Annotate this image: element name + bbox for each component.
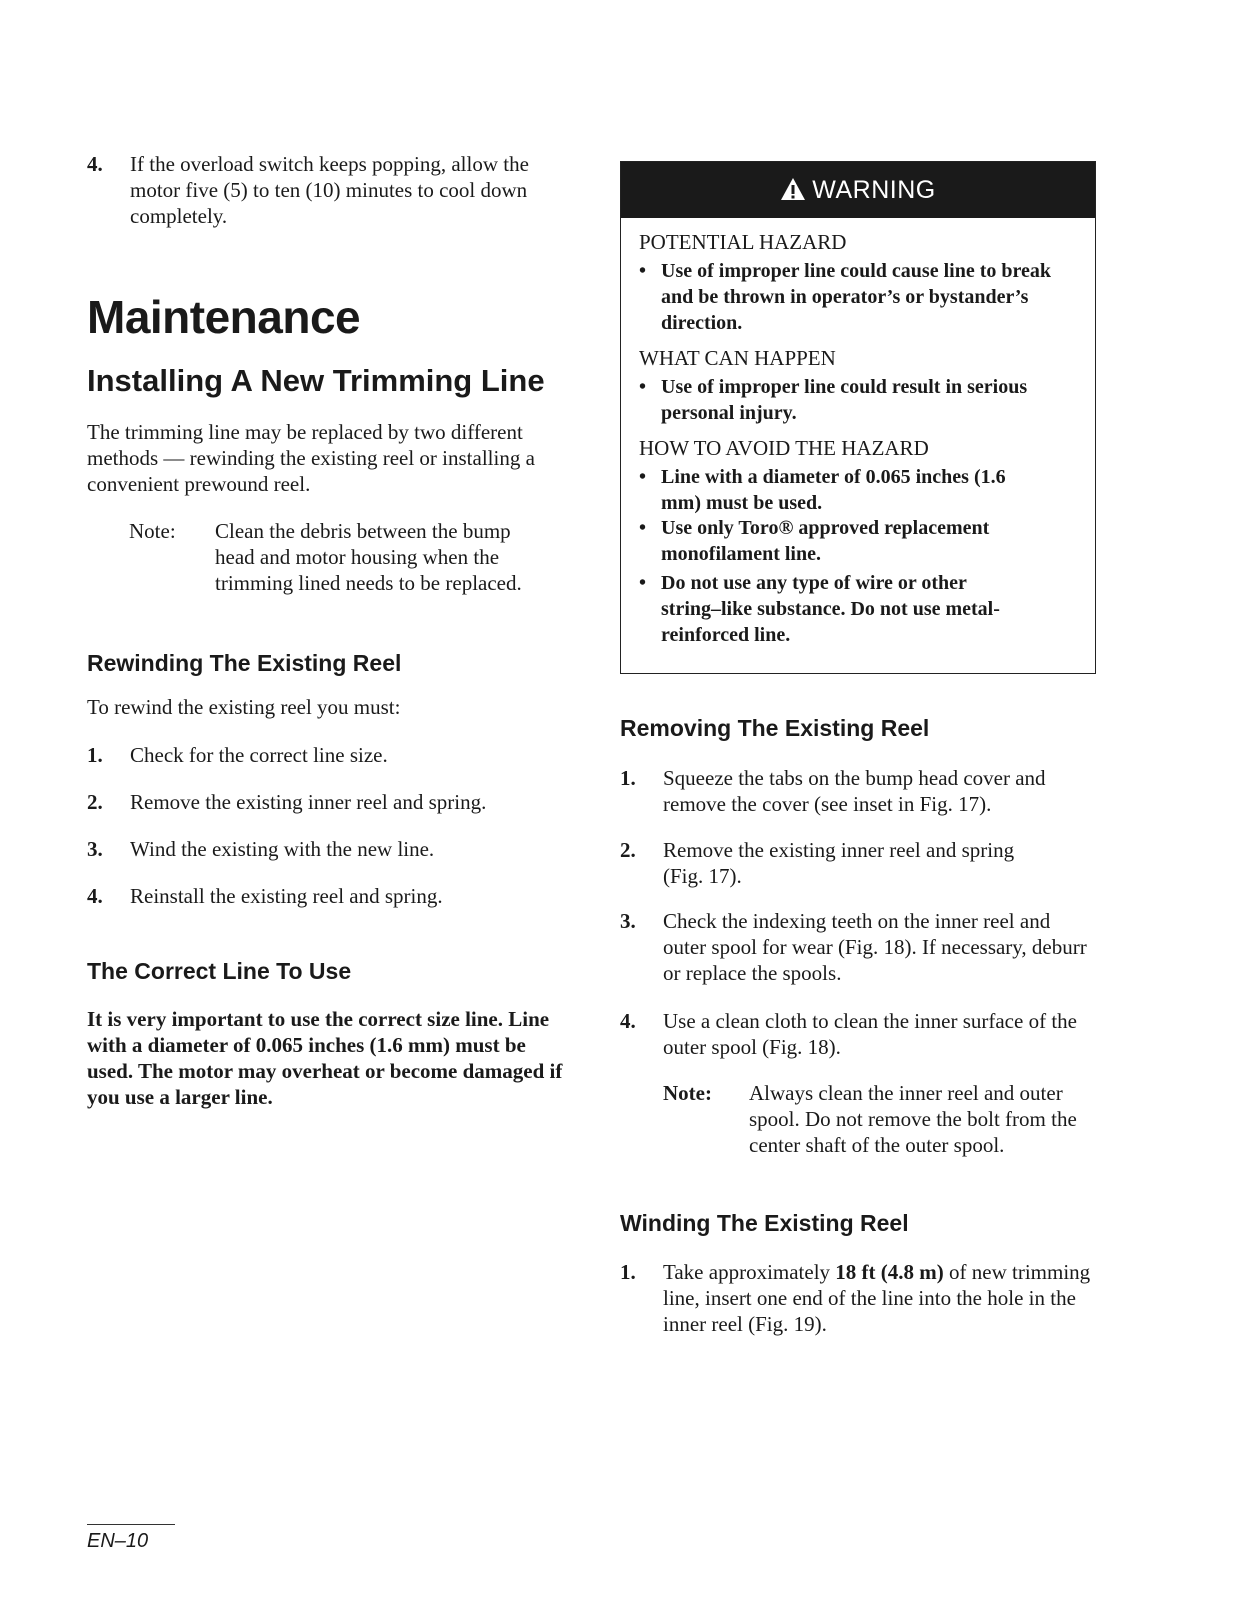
step-text: Wind the existing with the new line. — [130, 837, 435, 861]
rewind-heading: Rewinding The Existing Reel — [87, 650, 402, 676]
step-number: 1. — [87, 743, 103, 767]
step-text: Take approximately 18 ft (4.8 m) of new trimming line, insert one end of the line into the hole in the inner reel (Fig. 19). — [663, 1260, 1091, 1336]
step-text: If the overload switch keeps popping, allow the motor five (5) to ten (10) minutes to cool down completely. — [130, 152, 529, 228]
step-text: Use a clean cloth to clean the inner surface of the outer spool (Fig. 18). — [663, 1009, 1077, 1059]
warning-section-heading: HOW TO AVOID THE HAZARD — [639, 436, 929, 460]
step-text: Check for the correct line size. — [130, 743, 388, 767]
step-text: Reinstall the existing reel and spring. — [130, 884, 443, 908]
step-number: 3. — [87, 837, 103, 861]
intro-paragraph: The trimming line may be replaced by two different methods — rewinding the existing reel or installing a convenient prewound reel. — [87, 420, 535, 496]
subsection-title: Installing A New Trimming Line — [87, 363, 545, 398]
note-text: Clean the debris between the bump head and motor housing when the trimming lined needs to be replaced. — [215, 519, 522, 595]
step-number: 4. — [87, 152, 103, 176]
step-text: Remove the existing inner reel and spring (Fig. 17). — [663, 838, 1015, 888]
page-number: EN–10 — [87, 1530, 149, 1552]
correct-line-heading: The Correct Line To Use — [87, 958, 352, 984]
rewind-intro: To rewind the existing reel you must: — [87, 695, 401, 719]
step-number: 4. — [87, 884, 103, 908]
warning-section-heading: POTENTIAL HAZARD — [639, 230, 847, 254]
step-number: 1. — [620, 1260, 636, 1284]
step-text: Check the indexing teeth on the inner reel and outer spool for wear (Fig. 18). If necessary, deburr or replace the spools. — [663, 909, 1087, 985]
step-number: 3. — [620, 909, 636, 933]
step-text: Remove the existing inner reel and spring. — [130, 790, 487, 814]
warning-header — [621, 162, 1095, 218]
step-number: 4. — [620, 1009, 636, 1033]
warning-triangle-icon — [780, 177, 806, 208]
step-number: 1. — [620, 766, 636, 790]
section-title: Maintenance — [87, 291, 361, 343]
warning-section-heading: WHAT CAN HAPPEN — [639, 346, 836, 370]
note-label: Note: — [663, 1081, 712, 1105]
warning-box: WARNING POTENTIAL HAZARD • Use of improper line could cause line to break and be thrown in operator’s or bystander’s direction. WHAT CAN HAPPEN • Use of improper line could result in serious personal injury. HOW TO AVOID THE HAZARD • Line with a diameter of 0.065 inches (1.6 mm) must be used. • Use only Toro® approved replacement monofilament line. • Do not use any type of wire or other string–like substance. Do not use metal-reinforced line. — [620, 161, 1096, 674]
warning-title: WARNING — [812, 176, 936, 204]
winding-heading: Winding The Existing Reel — [620, 1210, 909, 1236]
step-text: Squeeze the tabs on the bump head cover and remove the cover (see inset in Fig. 17). — [663, 766, 1046, 816]
correct-line-text: It is very important to use the correct size line. Line with a diameter of 0.065 inches (1.6 mm) must be used. The motor may overheat or become damaged if you use a larger line. — [87, 1007, 563, 1109]
step-number: 2. — [87, 790, 103, 814]
removing-heading: Removing The Existing Reel — [620, 715, 930, 741]
note-label: Note: — [129, 519, 176, 543]
footer-rule — [87, 1524, 175, 1525]
note-text: Always clean the inner reel and outer spool. Do not remove the bolt from the center shaft of the outer spool. — [749, 1081, 1077, 1157]
step-number: 2. — [620, 838, 636, 862]
